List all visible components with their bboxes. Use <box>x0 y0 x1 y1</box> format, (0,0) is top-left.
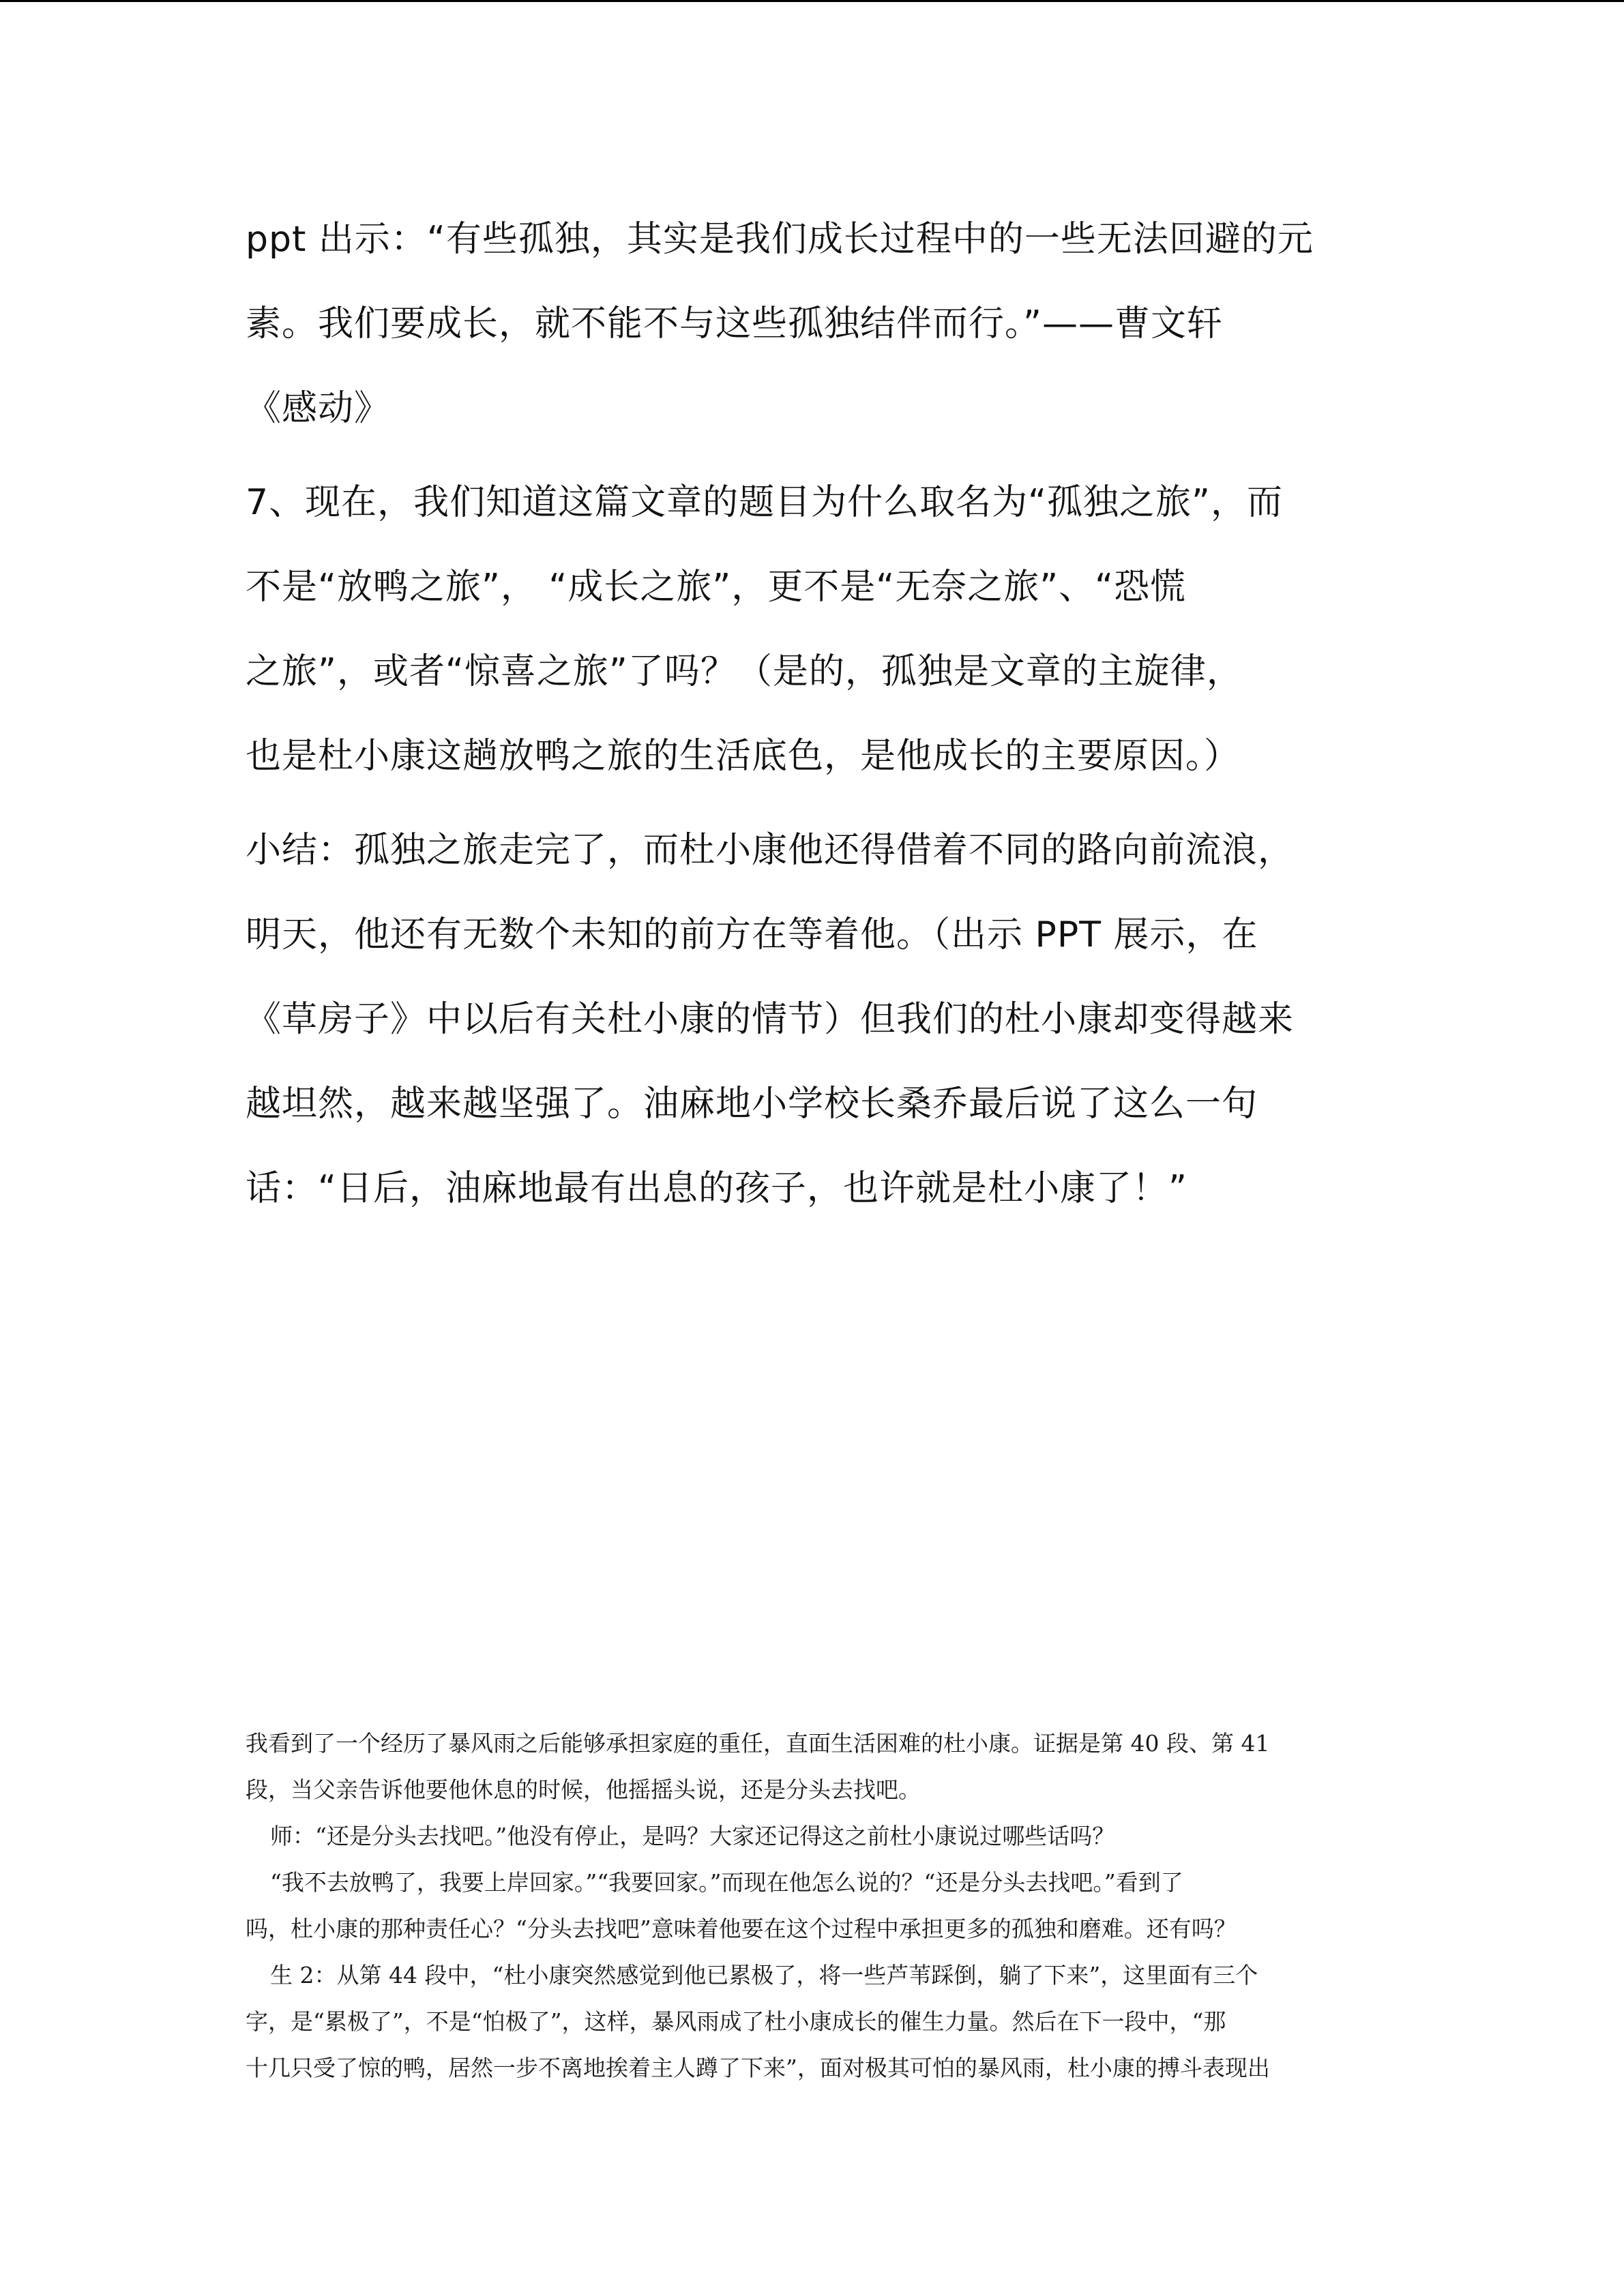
text-line: 《感动》 <box>246 388 391 429</box>
text-line: 话：“日后，油麻地最有出息的孩子，也许就是杜小康了！” <box>246 1168 1187 1209</box>
note-line: 字，是“累极了”，不是“怕极了”，这样，暴风雨成了杜小康成长的催生力量。然后在下一段中，“那 <box>246 2008 1226 2035</box>
notes-text-block <box>246 1720 1391 2091</box>
text-line: 小结：孤独之旅走完了，而杜小康他还得借着不同的路向前流浪， <box>246 830 1295 871</box>
note-line: 十几只受了惊的鸭，居然一步不离地挨着主人蹲了下来”，面对极其可怕的暴风雨，杜小康的搏斗表现出 <box>246 2055 1270 2081</box>
text-line: ppt 出示：“有些孤独，其实是我们成长过程中的一些无法回避的元 <box>246 219 1314 260</box>
text-line: 越坦然，越来越坚强了。油麻地小学校长桑乔最后说了这么一句 <box>246 1084 1258 1124</box>
text-line: 不是“放鸭之旅”， “成长之旅”，更不是“无奈之旅”、“恐慌 <box>246 567 1187 608</box>
note-line: 吗，杜小康的那种责任心？“分头去找吧”意味着他要在这个过程中承担更多的孤独和磨难。还有吗？ <box>246 1915 1237 1942</box>
note-line: 我看到了一个经历了暴风雨之后能够承担家庭的重任，直面生活困难的杜小康。证据是第 40 段、第 41 <box>246 1730 1270 1757</box>
note-line: 段，当父亲告诉他要他休息的时候，他摇摇头说，还是分头去找吧。 <box>246 1776 921 1803</box>
text-line: 之旅”，或者“惊喜之旅”了吗？（是的，孤独是文章的主旋律， <box>246 651 1243 692</box>
text-line: 7、现在，我们知道这篇文章的题目为什么取名为“孤独之旅”，而 <box>246 482 1283 523</box>
text-line: 也是杜小康这趟放鸭之旅的生活底色，是他成长的主要原因。） <box>246 736 1241 777</box>
note-line: “我不去放鸭了，我要上岸回家。”“我要回家。”而现在他怎么说的？“还是分头去找吧。”看到了 <box>270 1869 1183 1896</box>
note-line: 师：“还是分头去找吧。”他没有停止，是吗？大家还记得这之前杜小康说过哪些话吗？ <box>270 1823 1115 1849</box>
note-line: 生 2：从第 44 段中，“杜小康突然感觉到他已累极了，将一些芦苇踩倒，躺了下来”，这里面有三个 <box>270 1962 1258 1988</box>
main-text-block <box>246 197 1391 1231</box>
text-line: 明天，他还有无数个未知的前方在等着他。（出示 PPT 展示，在 <box>246 914 1258 955</box>
text-line: 素。我们要成长，就不能不与这些孤独结伴而行。”——曹文轩 <box>246 303 1223 344</box>
text-line: 《草房子》中以后有关杜小康的情节）但我们的杜小康却变得越来 <box>246 999 1295 1040</box>
